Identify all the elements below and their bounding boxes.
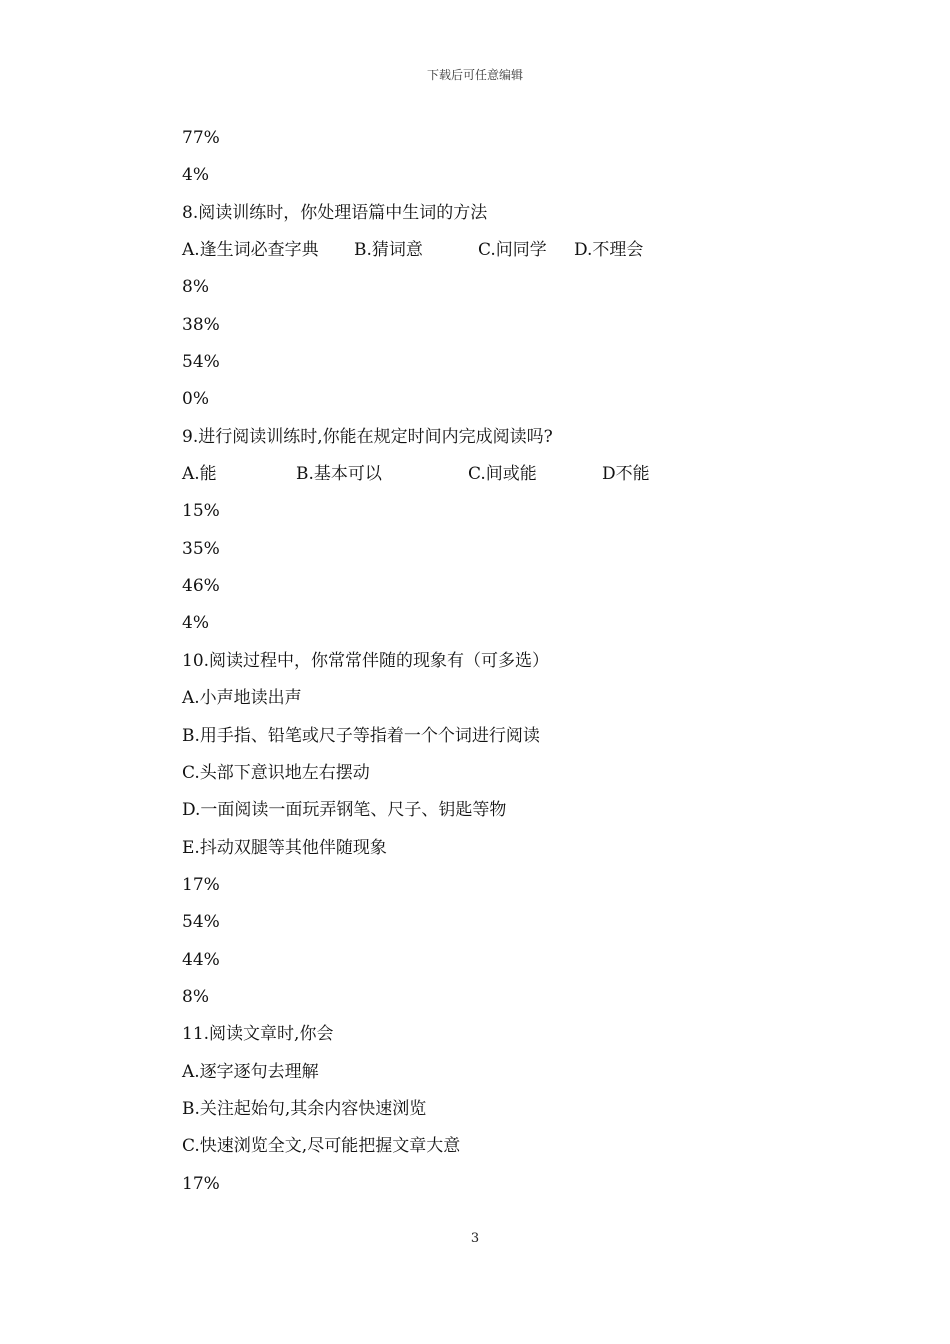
option-d: D.不理会	[574, 240, 644, 261]
question-9: 9.进行阅读训练时,你能在规定时间内完成阅读吗?	[182, 426, 553, 447]
question-10: 10.阅读过程中，你常常伴随的现象有（可多选）	[182, 650, 550, 671]
text-line: 54%	[182, 912, 220, 933]
question-9-options	[182, 460, 802, 497]
text-line: C.快速浏览全文,尽可能把握文章大意	[182, 1136, 461, 1157]
document-body	[182, 124, 802, 1207]
text-line: D.一面阅读一面玩弄钢笔、尺子、钥匙等物	[182, 800, 507, 821]
text-line: 4%	[182, 165, 209, 186]
text-line: B.关注起始句,其余内容快速浏览	[182, 1098, 427, 1119]
text-line: 44%	[182, 949, 220, 970]
question-11: 11.阅读文章时,你会	[182, 1024, 334, 1045]
option-c: C.问同学	[478, 240, 547, 261]
text-line: 17%	[182, 1173, 220, 1194]
text-line: 17%	[182, 874, 220, 895]
text-line: A.逐字逐句去理解	[182, 1061, 319, 1082]
text-line: 54%	[182, 352, 220, 373]
text-line: C.头部下意识地左右摆动	[182, 762, 370, 783]
text-line: 8%	[182, 986, 209, 1007]
text-line: 0%	[182, 389, 209, 410]
text-line: A.小声地读出声	[182, 688, 302, 709]
text-line: 15%	[182, 501, 220, 522]
question-8-options	[182, 236, 802, 273]
text-line: 35%	[182, 538, 220, 559]
question-8: 8.阅读训练时，你处理语篇中生词的方法	[182, 202, 488, 223]
text-line: E.抖动双腿等其他伴随现象	[182, 837, 387, 858]
text-line: 46%	[182, 576, 220, 597]
option-c: C.间或能	[468, 464, 537, 485]
page-header: 下载后可任意编辑	[426, 68, 523, 82]
option-a: A.逢生词必查字典	[182, 240, 319, 261]
option-d: D不能	[602, 464, 650, 485]
option-b: B.基本可以	[296, 464, 382, 485]
text-line: 4%	[182, 613, 209, 634]
page-number: 3	[470, 1231, 480, 1246]
option-a: A.能	[182, 464, 217, 485]
text-line: 8%	[182, 277, 209, 298]
text-line: 77%	[182, 128, 220, 148]
option-b: B.猜词意	[354, 240, 423, 261]
text-line: B.用手指、铅笔或尺子等指着一个个词进行阅读	[182, 725, 540, 746]
text-line: 38%	[182, 314, 220, 335]
